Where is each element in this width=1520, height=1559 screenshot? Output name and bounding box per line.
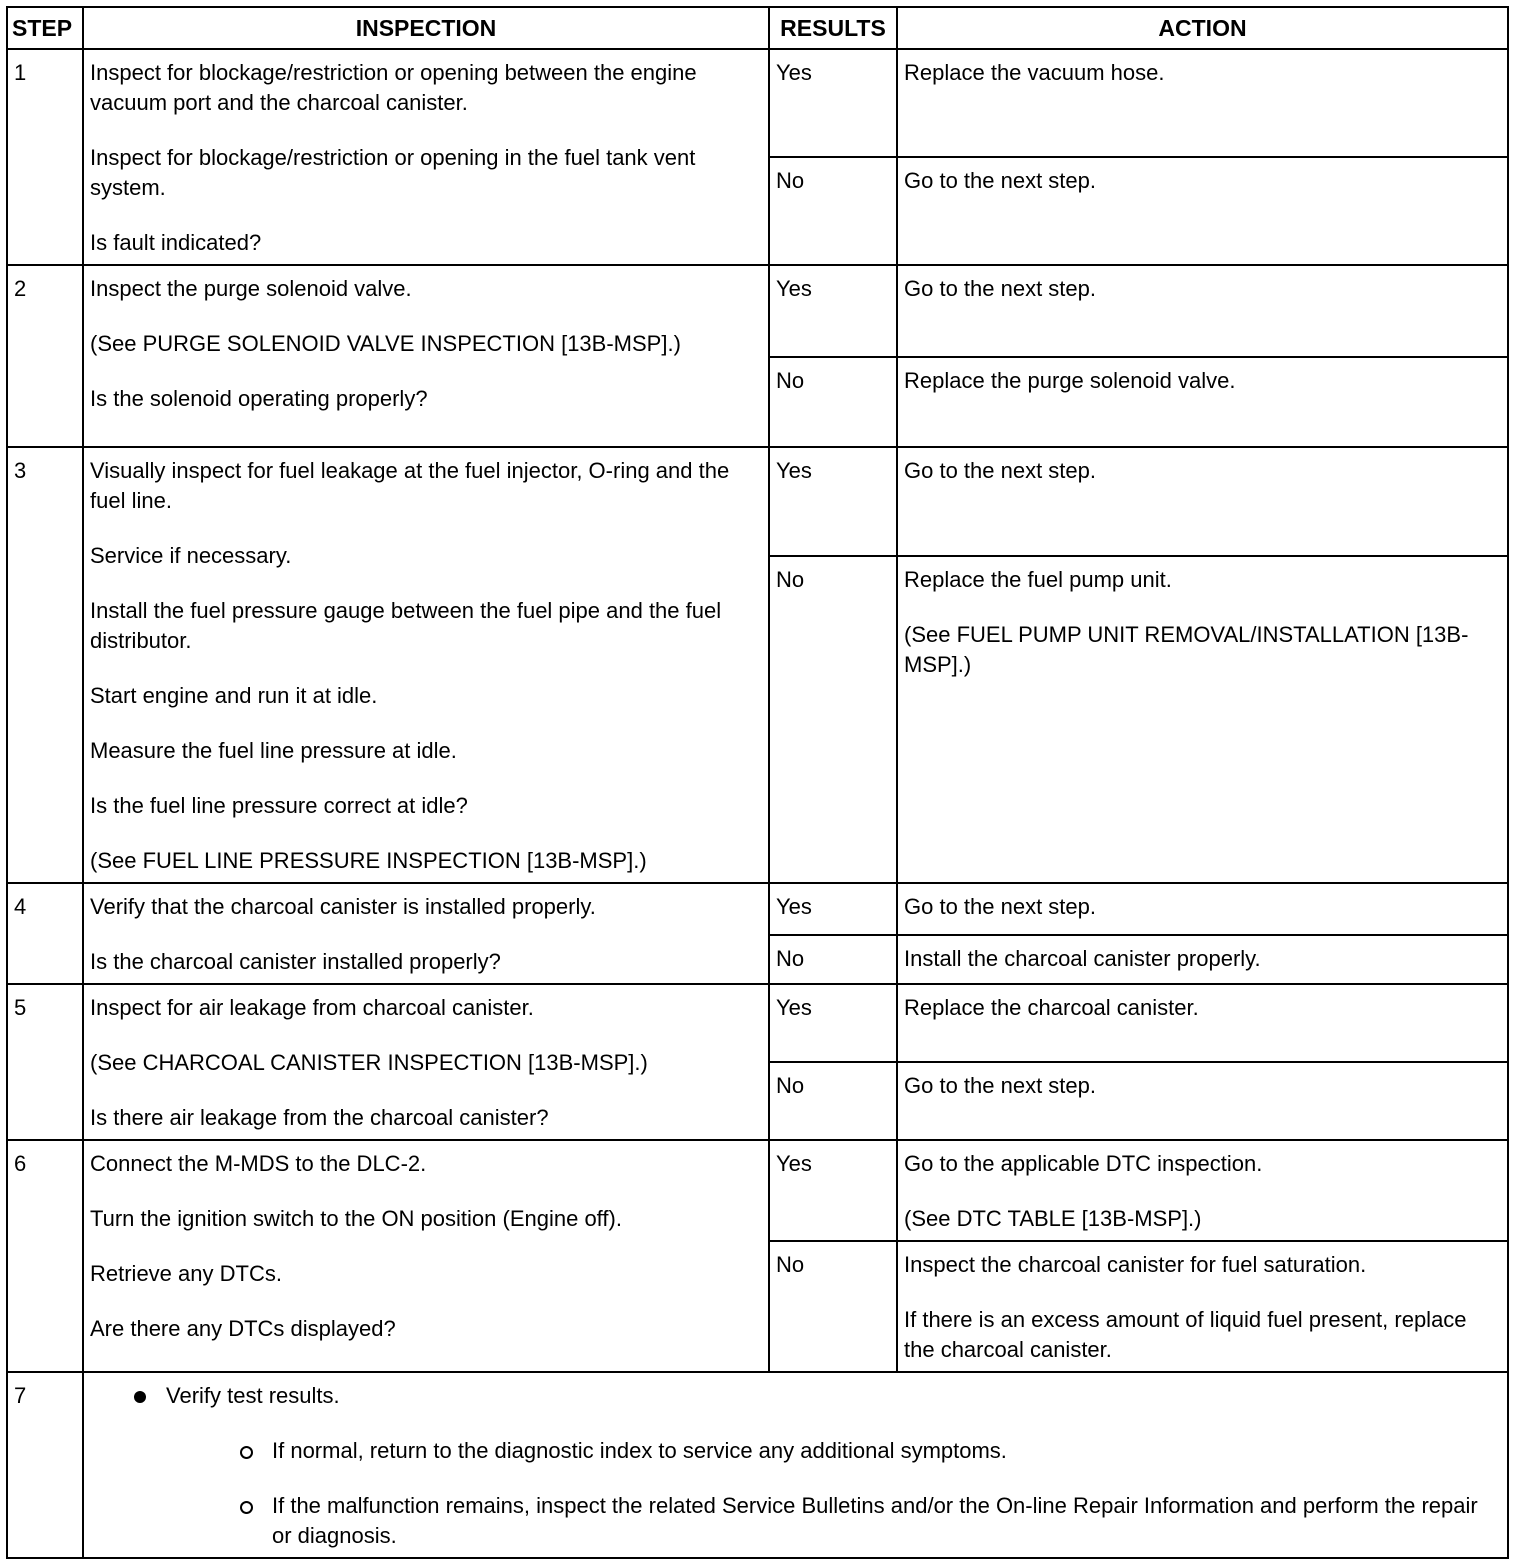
action-text: Replace the purge solenoid valve.	[904, 368, 1236, 393]
step-number: 4	[7, 883, 83, 984]
action-text: Go to the next step.	[904, 894, 1097, 919]
inspection-text: Install the fuel pressure gauge between the fuel pipe and the fuel distributor.	[90, 598, 722, 653]
inspection-text: Inspect for blockage/restriction or opening between the engine vacuum port and the charcoal canister.	[90, 60, 697, 115]
step-number: 6	[7, 1140, 83, 1372]
result-yes: Yes	[769, 265, 897, 357]
sub-bullet-list	[166, 1436, 1501, 1551]
step-number: 5	[7, 984, 83, 1140]
inspection-text: (See FUEL LINE PRESSURE INSPECTION [13B-MSP].)	[90, 848, 647, 873]
inspection-text: Service if necessary.	[90, 543, 292, 568]
action-yes	[897, 984, 1508, 1062]
inspection-text: Is there air leakage from the charcoal canister?	[90, 1105, 549, 1130]
table-row	[7, 447, 1508, 556]
action-text: Replace the fuel pump unit.	[904, 567, 1172, 592]
action-text: Go to the applicable DTC inspection.	[904, 1151, 1263, 1176]
result-yes: Yes	[769, 984, 897, 1062]
sub-bullet-text: If the malfunction remains, inspect the related Service Bulletins and/or the On-line Repair Information and perform the repair or diagnosis.	[272, 1493, 1478, 1548]
result-no: No	[769, 1241, 897, 1372]
inspection-cell	[83, 984, 769, 1140]
result-no: No	[769, 935, 897, 984]
inspection-text: Is fault indicated?	[90, 230, 262, 255]
result-yes: Yes	[769, 1140, 897, 1241]
action-text: Replace the vacuum hose.	[904, 60, 1165, 85]
inspection-text: (See PURGE SOLENOID VALVE INSPECTION [13B-MSP].)	[90, 331, 681, 356]
list-item	[130, 1381, 1501, 1551]
action-yes	[897, 883, 1508, 935]
inspection-cell	[83, 447, 769, 883]
action-no	[897, 556, 1508, 883]
bullet-text: Verify test results.	[166, 1383, 340, 1408]
result-no: No	[769, 1062, 897, 1140]
diagnostic-table	[6, 6, 1509, 1559]
inspection-text: Start engine and run it at idle.	[90, 683, 378, 708]
inspection-text: Visually inspect for fuel leakage at the fuel injector, O-ring and the fuel line.	[90, 458, 730, 513]
inspection-cell	[83, 883, 769, 984]
inspection-cell	[83, 49, 769, 265]
inspection-text: Connect the M-MDS to the DLC-2.	[90, 1151, 427, 1176]
inspection-cell	[83, 1140, 769, 1372]
action-text: Install the charcoal canister properly.	[904, 945, 1261, 971]
inspection-text: Is the solenoid operating properly?	[90, 386, 428, 411]
action-text: (See FUEL PUMP UNIT REMOVAL/INSTALLATION [13B-MSP].)	[904, 622, 1469, 677]
table-row	[7, 1372, 1508, 1558]
inspection-text: Inspect for air leakage from charcoal canister.	[90, 995, 534, 1020]
step-number: 7	[7, 1372, 83, 1558]
action-no	[897, 157, 1508, 265]
inspection-text: Measure the fuel line pressure at idle.	[90, 738, 457, 763]
action-yes	[897, 49, 1508, 157]
inspection-text: (See CHARCOAL CANISTER INSPECTION [13B-MSP].)	[90, 1050, 648, 1075]
action-yes	[897, 265, 1508, 357]
table-row	[7, 265, 1508, 357]
header-step: STEP	[7, 7, 83, 49]
result-yes: Yes	[769, 49, 897, 157]
action-text: If there is an excess amount of liquid fuel present, replace the charcoal canister.	[904, 1307, 1467, 1362]
result-yes: Yes	[769, 883, 897, 935]
header-results: RESULTS	[769, 7, 897, 49]
inspection-text: Inspect for blockage/restriction or opening in the fuel tank vent system.	[90, 145, 696, 200]
list-item	[236, 1491, 1501, 1551]
action-text: Go to the next step.	[904, 458, 1097, 483]
result-no: No	[769, 357, 897, 447]
action-text: (See DTC TABLE [13B-MSP].)	[904, 1206, 1202, 1231]
result-no: No	[769, 556, 897, 883]
inspection-text: Turn the ignition switch to the ON position (Engine off).	[90, 1206, 622, 1231]
table-row	[7, 984, 1508, 1062]
inspection-text: Is the charcoal canister installed properly?	[90, 949, 501, 974]
final-step-cell	[83, 1372, 1508, 1558]
action-text: Replace the charcoal canister.	[904, 995, 1199, 1020]
action-no	[897, 1062, 1508, 1140]
inspection-text: Retrieve any DTCs.	[90, 1261, 282, 1286]
action-yes	[897, 447, 1508, 556]
result-no: No	[769, 157, 897, 265]
bullet-circle-icon	[240, 1446, 253, 1459]
table-row	[7, 883, 1508, 935]
bullet-dot-icon	[134, 1391, 146, 1403]
header-inspection: INSPECTION	[83, 7, 769, 49]
action-yes	[897, 1140, 1508, 1241]
list-item	[236, 1436, 1501, 1466]
sub-bullet-text: If normal, return to the diagnostic index to service any additional symptoms.	[272, 1438, 1007, 1463]
step-number: 1	[7, 49, 83, 265]
step-number: 3	[7, 447, 83, 883]
step-number: 2	[7, 265, 83, 447]
action-text: Inspect the charcoal canister for fuel saturation.	[904, 1252, 1367, 1277]
inspection-text: Is the fuel line pressure correct at idle?	[90, 793, 468, 818]
result-yes: Yes	[769, 447, 897, 556]
action-text: Go to the next step.	[904, 168, 1097, 193]
inspection-text: Inspect the purge solenoid valve.	[90, 276, 412, 301]
inspection-text: Are there any DTCs displayed?	[90, 1316, 396, 1341]
action-text: Go to the next step.	[904, 276, 1097, 301]
action-no	[897, 1241, 1508, 1372]
inspection-text: Verify that the charcoal canister is installed properly.	[90, 894, 596, 919]
action-no	[897, 935, 1508, 984]
bullet-list	[90, 1381, 1501, 1551]
inspection-cell	[83, 265, 769, 447]
table-row	[7, 49, 1508, 157]
bullet-circle-icon	[240, 1501, 253, 1514]
action-text: Go to the next step.	[904, 1073, 1097, 1098]
action-no	[897, 357, 1508, 447]
header-row	[7, 7, 1508, 49]
header-action: ACTION	[897, 7, 1508, 49]
table-row	[7, 1140, 1508, 1241]
table-body	[7, 49, 1508, 1558]
